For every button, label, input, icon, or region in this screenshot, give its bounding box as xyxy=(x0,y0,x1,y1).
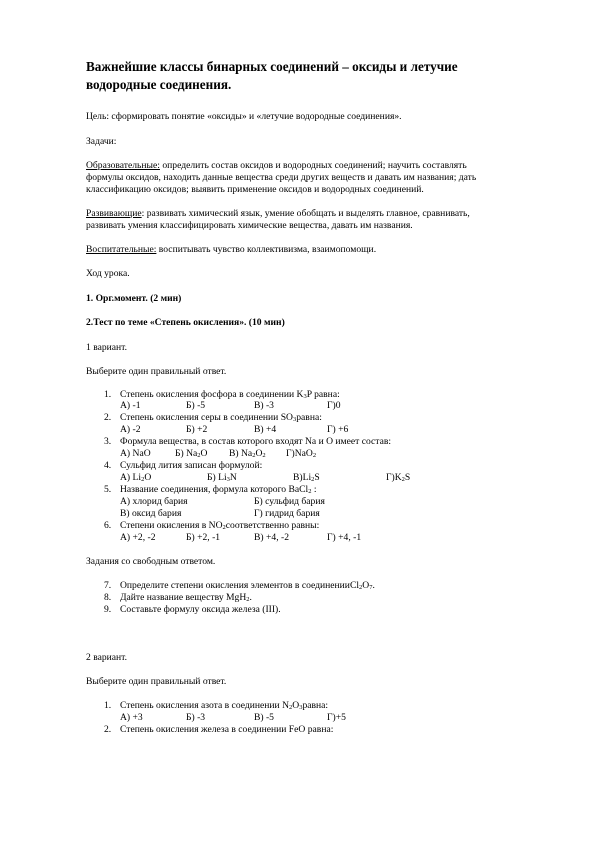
q2-option-d: Г) +6 xyxy=(327,424,349,435)
free-answer-label: Задания со свободным ответом. xyxy=(86,556,216,567)
q5-sub: 2 xyxy=(308,488,312,495)
q5-number: 5. xyxy=(104,484,112,495)
q4-d-b: S xyxy=(404,472,411,483)
v2q1-text-b: O xyxy=(292,700,300,711)
q3-d-a: Г)NaO xyxy=(286,448,313,459)
step-2: 2.Тест по теме «Степень окисления». (10 мин) xyxy=(86,317,285,328)
q4-c-sub: 2 xyxy=(311,476,315,483)
q3-option-a: А) NaO xyxy=(120,448,151,459)
variant-2-label: 2 вариант. xyxy=(86,652,128,663)
q1-sub: 3 xyxy=(303,393,307,400)
q4-option-b xyxy=(207,472,237,483)
lesson-heading: Ход урока. xyxy=(86,268,130,279)
q4-b-b: N xyxy=(229,472,237,483)
q5-text xyxy=(120,484,317,495)
q6-option-b: Б) +2, -1 xyxy=(186,532,221,543)
q4-c-a: В)Li xyxy=(293,472,312,483)
v2q1-option-c: В) -5 xyxy=(254,712,274,723)
q4-d-a: Г)K xyxy=(386,472,402,483)
q3-number: 3. xyxy=(104,436,112,447)
q4-a-a: А) Li xyxy=(120,472,142,483)
q2-number: 2. xyxy=(104,412,112,423)
q2-text xyxy=(120,412,322,423)
q4-b-a: Б) Li xyxy=(207,472,227,483)
q3-b-sub: 2 xyxy=(197,452,201,459)
q4-text: Сульфид лития записан формулой: xyxy=(120,460,263,471)
v2q1-sub2: 3 xyxy=(299,704,303,711)
q6-option-c: В) +4, -2 xyxy=(254,532,289,543)
q7-text xyxy=(120,580,375,591)
q4-option-c xyxy=(293,472,320,483)
q3-option-d xyxy=(286,448,316,459)
edu-text-3: классификацию оксидов; выявить применение оксидов и водородных соединений. xyxy=(86,184,424,195)
upbr-text: воспитывать чувство коллективизма, взаимопомощи. xyxy=(156,244,377,255)
q5-option-d: Г) гидрид бария xyxy=(254,508,320,519)
q4-c-b: S xyxy=(314,472,320,483)
q1-text xyxy=(120,389,340,400)
edu-text-2: формулы оксидов, находить данные вещества среди других веществ и давать им названия; дать xyxy=(86,172,477,183)
q3-c-sub2: 2 xyxy=(262,452,266,459)
v2q2-number: 2. xyxy=(104,724,112,735)
q6-text-b: соответственно равны: xyxy=(225,520,320,531)
q7-text-b: Cl xyxy=(349,580,360,591)
q5-option-c: В) оксид бария xyxy=(120,508,182,519)
step-1: 1. Орг.момент. (2 мин) xyxy=(86,293,182,304)
edu-paragraph xyxy=(86,160,467,171)
q3-option-c xyxy=(229,448,266,459)
q3-d-sub: 2 xyxy=(312,452,317,459)
v2q1-option-d: Г)+5 xyxy=(327,712,346,723)
q3-c-b: O xyxy=(255,448,263,459)
dev-text-2: развивать умения классифицировать химические вещества, давать им названия. xyxy=(86,220,413,231)
q3-c-a: В) Na xyxy=(229,448,253,459)
q6-option-a: А) +2, -2 xyxy=(120,532,156,543)
q3-option-b xyxy=(175,448,207,459)
q5-text-a: Название соединения, формула которого BaCl xyxy=(120,484,309,495)
q1-option-b: Б) -5 xyxy=(186,400,206,411)
q5-option-a: А) хлорид бария xyxy=(120,496,188,507)
q8-text xyxy=(120,592,252,603)
q8-sub: 2 xyxy=(246,596,250,603)
q7-sub1: 2 xyxy=(359,584,363,591)
v2q1-text-a: Степень окисления азота в соединении N xyxy=(120,700,289,711)
q4-option-d xyxy=(386,472,410,483)
q1-number: 1. xyxy=(104,389,112,400)
q4-option-a xyxy=(120,472,151,483)
q2-option-c: В) +4 xyxy=(254,424,277,435)
v2q1-option-a: А) +3 xyxy=(120,712,143,723)
q8-number: 8. xyxy=(104,592,112,603)
q1-option-a: А) -1 xyxy=(120,400,141,411)
edu-text-1: определить состав оксидов и водородных соединений; научить составлять xyxy=(159,160,467,171)
q3-text: Формула вещества, в состав которого входят Na и О имеет состав: xyxy=(120,436,392,447)
q4-a-b: O xyxy=(144,472,152,483)
dev-label: Развивающие xyxy=(86,208,142,219)
q4-d-sub: 2 xyxy=(401,476,405,483)
v2q1-text-c: равна: xyxy=(302,700,329,711)
q3-c-sub1: 2 xyxy=(252,452,256,459)
q1-text-b: P равна: xyxy=(306,389,340,400)
q7-sub2: 7 xyxy=(369,584,373,591)
q2-text-a: Степень окисления серы в соединении SO xyxy=(120,412,293,423)
v2q1-text xyxy=(120,700,328,711)
upbr-paragraph xyxy=(86,244,376,255)
title-line-1: Важнейшие классы бинарных соединений – оксиды и летучие xyxy=(86,59,458,74)
goal-text: Цель: сформировать понятие «оксиды» и «летучие водородные соединения». xyxy=(86,111,402,122)
q9-text: Составьте формулу оксида железа (III). xyxy=(120,604,281,615)
choose-1-label: Выберите один правильный ответ. xyxy=(86,366,227,377)
q6-text-a: Степени окисления в NO xyxy=(120,520,223,531)
q3-b-b: O xyxy=(200,448,208,459)
q2-sub: 3 xyxy=(292,416,297,423)
q1-option-c: В) -3 xyxy=(254,400,274,411)
v2q2-text: Степень окисления железа в соединении FeO равна: xyxy=(120,724,334,735)
q5-text-b: : xyxy=(311,484,317,495)
q4-b-sub: 3 xyxy=(226,476,230,483)
q8-text-a: Дайте название веществу MgH xyxy=(120,592,247,603)
q7-number: 7. xyxy=(104,580,112,591)
q7-text-d: . xyxy=(372,580,375,591)
q9-number: 9. xyxy=(104,604,112,615)
q6-option-d: Г) +4, -1 xyxy=(327,532,362,543)
v2q1-number: 1. xyxy=(104,700,112,711)
edu-label: Образовательные: xyxy=(86,160,160,171)
v2q1-option-b: Б) -3 xyxy=(186,712,206,723)
q6-sub: 2 xyxy=(222,524,226,531)
q7-text-c: O xyxy=(362,580,370,591)
q3-b-a: Б) Na xyxy=(175,448,198,459)
q6-number: 6. xyxy=(104,520,112,531)
upbr-label: Воспитательные: xyxy=(86,244,157,255)
dev-paragraph xyxy=(86,208,470,219)
q5-option-b: Б) сульфид бария xyxy=(254,496,325,507)
q1-text-a: Степень окисления фосфора в соединении K xyxy=(120,389,304,400)
q7-text-a: Определите степени окисления элементов в соединении xyxy=(120,580,350,591)
q6-text xyxy=(120,520,319,531)
q8-text-b: . xyxy=(249,592,252,603)
title-line-2: водородные соединения. xyxy=(86,77,232,92)
q1-option-d: Г)0 xyxy=(327,400,341,411)
tasks-label: Задачи: xyxy=(86,136,117,147)
q2-option-a: А) -2 xyxy=(120,424,141,435)
v2q1-sub1: 2 xyxy=(289,704,293,711)
q2-option-b: Б) +2 xyxy=(186,424,208,435)
dev-text-1: : развивать химический язык, умение обобщать и выделять главное, сравнивать, xyxy=(141,208,470,219)
choose-2-label: Выберите один правильный ответ. xyxy=(86,676,227,687)
q2-text-b: равна: xyxy=(296,412,322,423)
q4-number: 4. xyxy=(104,460,112,471)
variant-1-label: 1 вариант. xyxy=(86,342,128,353)
q4-a-sub: 2 xyxy=(141,476,145,483)
